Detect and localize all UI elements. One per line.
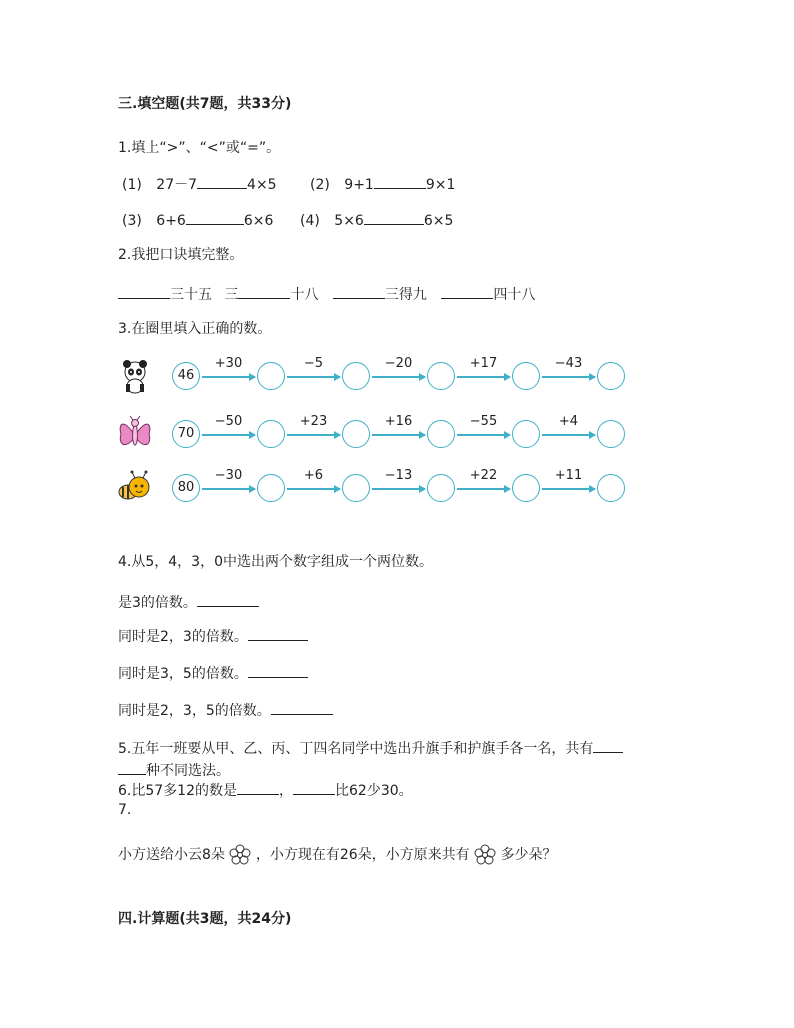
answer-blank[interactable] — [271, 700, 333, 715]
answer-blank[interactable] — [374, 174, 426, 189]
q4-line-text: 是3的倍数。 — [118, 595, 197, 611]
chain-arrow — [372, 488, 425, 490]
q4-line-text: 同时是2，3的倍数。 — [118, 629, 248, 645]
answer-blank[interactable] — [238, 284, 290, 299]
q7-number: 7. — [118, 802, 132, 818]
answer-circle[interactable] — [512, 362, 540, 390]
chain-arrow — [287, 376, 340, 378]
answer-circle[interactable] — [257, 474, 285, 502]
q4-line-text: 同时是2，3，5的倍数。 — [118, 703, 271, 719]
q7-text: 多少朵？ — [500, 847, 557, 863]
operation-label: +23 — [299, 414, 328, 429]
chain-arrow — [287, 434, 340, 436]
operation-label: −13 — [384, 468, 413, 483]
answer-blank[interactable] — [118, 760, 146, 775]
q2-part: 三 — [224, 287, 239, 303]
q7-text: 小方送给小云8朵 — [118, 847, 225, 863]
operation-label: +4 — [558, 414, 579, 429]
operation-label: −43 — [554, 356, 583, 371]
q4-line-1 — [118, 592, 259, 612]
q1-item-left: 27－7 — [156, 177, 198, 193]
answer-circle[interactable] — [427, 474, 455, 502]
q6-sep: ， — [279, 783, 293, 799]
chain-arrow — [202, 376, 255, 378]
q5-text: 5.五年一班要从甲、乙、丙、丁四名同学中选出升旗手和护旗手各一名，共有 — [118, 741, 594, 757]
q4-prompt: 4.从5，4，3，0中选出两个数字组成一个两位数。 — [118, 554, 433, 570]
q5-text: 种不同选法。 — [146, 763, 230, 779]
operation-label: +22 — [469, 468, 498, 483]
answer-circle[interactable] — [342, 362, 370, 390]
chain-arrow — [457, 434, 510, 436]
q1-item-right: 6×6 — [243, 213, 274, 229]
q1-item-label: (1) — [122, 177, 142, 193]
q6-text: 比62少30。 — [335, 783, 413, 799]
q6-line — [118, 780, 413, 800]
operation-label: +16 — [384, 414, 413, 429]
answer-circle[interactable] — [427, 362, 455, 390]
operation-label: −30 — [214, 468, 243, 483]
q1-item-left: 6+6 — [156, 213, 186, 229]
q1-item-4 — [300, 210, 453, 230]
answer-circle[interactable] — [512, 420, 540, 448]
answer-blank[interactable] — [333, 284, 385, 299]
answer-circle[interactable] — [597, 420, 625, 448]
answer-blank[interactable] — [293, 780, 335, 795]
answer-circle[interactable] — [342, 420, 370, 448]
q1-item-left: 9+1 — [344, 177, 374, 193]
chain-arrow — [457, 376, 510, 378]
q1-item-right: 6×5 — [423, 213, 454, 229]
answer-blank[interactable] — [248, 626, 308, 641]
q5-line-1 — [118, 738, 623, 758]
q2-part: 三十五 — [170, 287, 212, 303]
answer-circle[interactable] — [427, 420, 455, 448]
q1-item-3 — [122, 210, 273, 230]
operation-label: −5 — [303, 356, 324, 371]
chain-arrow — [372, 434, 425, 436]
answer-circle[interactable] — [597, 474, 625, 502]
q2-prompt: 2.我把口诀填完整。 — [118, 247, 244, 263]
answer-blank[interactable] — [118, 284, 170, 299]
q2-line — [118, 284, 535, 304]
answer-circle[interactable] — [342, 474, 370, 502]
operation-label: −20 — [384, 356, 413, 371]
q1-item-1 — [122, 174, 277, 194]
q1-prompt: 1.填上“>”、“<”或“=”。 — [118, 140, 281, 156]
panda-icon — [117, 358, 153, 394]
start-number-circle: 70 — [172, 420, 200, 448]
chain-arrow — [202, 434, 255, 436]
bee-icon — [117, 470, 153, 506]
answer-blank[interactable] — [364, 210, 424, 225]
chain-arrow — [372, 376, 425, 378]
q2-part: 十八 — [290, 287, 319, 303]
chain-arrow — [202, 488, 255, 490]
q1-item-label: (4) — [300, 213, 320, 229]
answer-blank[interactable] — [441, 284, 493, 299]
q1-item-2 — [310, 174, 455, 194]
answer-circle[interactable] — [597, 362, 625, 390]
q4-line-4 — [118, 700, 333, 720]
answer-blank[interactable] — [197, 592, 259, 607]
section-4-title: 四.计算题(共3题，共24分) — [118, 911, 292, 927]
answer-blank[interactable] — [248, 663, 308, 678]
q3-prompt: 3.在圈里填入正确的数。 — [118, 321, 272, 337]
flower-icon — [474, 844, 496, 866]
q1-item-label: (2) — [310, 177, 330, 193]
operation-label: −50 — [214, 414, 243, 429]
answer-circle[interactable] — [257, 420, 285, 448]
operation-label: +30 — [214, 356, 243, 371]
q7-text: ，小方现在有26朵，小方原来共有 — [255, 847, 470, 863]
q4-line-2 — [118, 626, 308, 646]
q1-item-label: (3) — [122, 213, 142, 229]
answer-circle[interactable] — [257, 362, 285, 390]
q2-part: 三得九 — [384, 287, 427, 303]
q6-text: 6.比57多12的数是 — [118, 783, 237, 799]
q4-line-3 — [118, 663, 308, 683]
operation-label: +6 — [303, 468, 324, 483]
operation-label: −55 — [469, 414, 498, 429]
start-number-circle: 46 — [172, 362, 200, 390]
q1-item-right: 9×1 — [425, 177, 456, 193]
chain-arrow — [542, 488, 595, 490]
chain-arrow — [457, 488, 510, 490]
answer-blank[interactable] — [186, 210, 244, 225]
answer-blank[interactable] — [197, 174, 247, 189]
q5-line-2 — [118, 760, 230, 780]
q2-part: 四十八 — [493, 287, 536, 303]
flower-icon — [229, 844, 251, 866]
operation-label: +11 — [554, 468, 583, 483]
chain-arrow — [542, 376, 595, 378]
answer-blank[interactable] — [593, 738, 623, 753]
q4-line-text: 同时是3，5的倍数。 — [118, 666, 248, 682]
chain-arrow — [287, 488, 340, 490]
answer-circle[interactable] — [512, 474, 540, 502]
operation-label: +17 — [469, 356, 498, 371]
q1-item-left: 5×6 — [334, 213, 364, 229]
section-3-title: 三.填空题(共7题，共33分) — [118, 96, 292, 112]
start-number-circle: 80 — [172, 474, 200, 502]
q1-item-right: 4×5 — [247, 177, 277, 193]
q7-line — [118, 843, 557, 867]
butterfly-icon — [117, 416, 153, 452]
answer-blank[interactable] — [237, 780, 279, 795]
chain-arrow — [542, 434, 595, 436]
